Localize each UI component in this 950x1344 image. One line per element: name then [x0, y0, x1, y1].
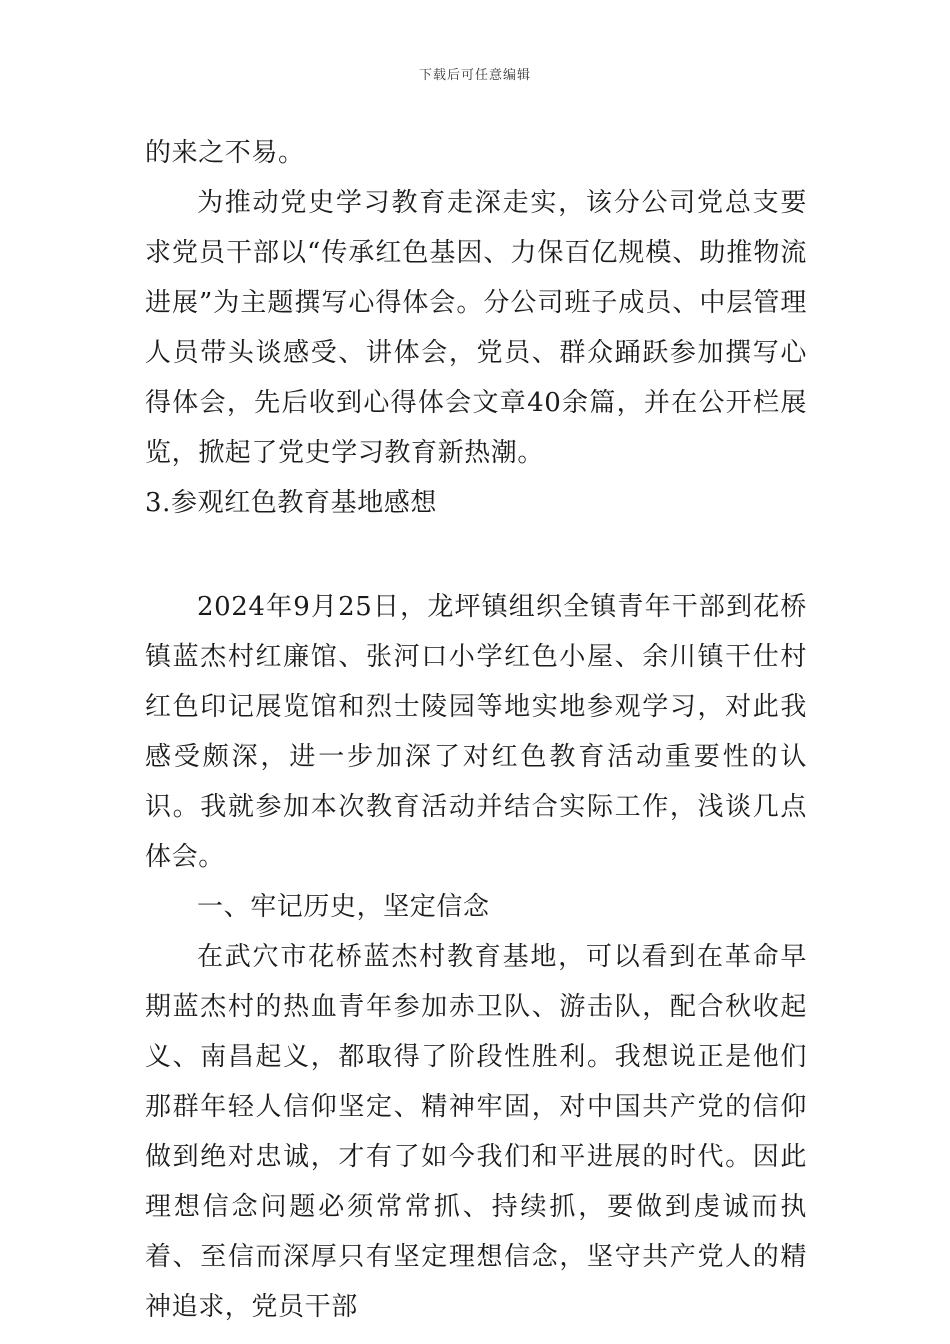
- paragraph-history: 在武穴市花桥蓝杰村教育基地，可以看到在革命早期蓝杰村的热血青年参加赤卫队、游击队，配合秋收起义、南昌起义，都取得了阶段性胜利。我想说正是他们那群年轻人信仰坚定、精神牢固，对中国共产党的信仰做到绝对忠诚，才有了如今我们和平进展的时代。因此理想信念问题必须常常抓、持续抓，要做到虔诚而执着、至信而深厚只有坚定理想信念，坚守共产党人的精神追求，党员干部: [145, 942, 807, 1322]
- header-note: 下载后可任意编辑: [418, 68, 531, 83]
- blank-spacer: [145, 528, 807, 582]
- paragraph-experience-writing: 为推动党史学习教育走深走实，该分公司党总支要求党员干部以“传承红色基因、力保百亿规模、助推物流进展”为主题撰写心得体会。分公司班子成员、中层管理人员带头谈感受、讲体会，党员、群众踊跃参加撰写心得体会，先后收到心得体会文章40余篇，并在公开栏展览，掀起了党史学习教育新热潮。: [145, 188, 807, 468]
- paragraph-visit-intro: 2024年9月25日，龙坪镇组织全镇青年干部到花桥镇蓝杰村红廉馆、张河口小学红色小屋、余川镇干仕村红色印记展览馆和烈士陵园等地实地参观学习，对此我感受颇深，进一步加深了对红色教育活动重要性的认识。我就参加本次教育活动并结合实际工作，浅谈几点体会。: [145, 592, 807, 872]
- section-heading: 3.参观红色教育基地感想: [145, 488, 438, 518]
- paragraph-continuation: 的来之不易。: [145, 138, 305, 168]
- document-body: [145, 128, 807, 1332]
- subheading: 一、牢记历史，坚定信念: [197, 892, 490, 922]
